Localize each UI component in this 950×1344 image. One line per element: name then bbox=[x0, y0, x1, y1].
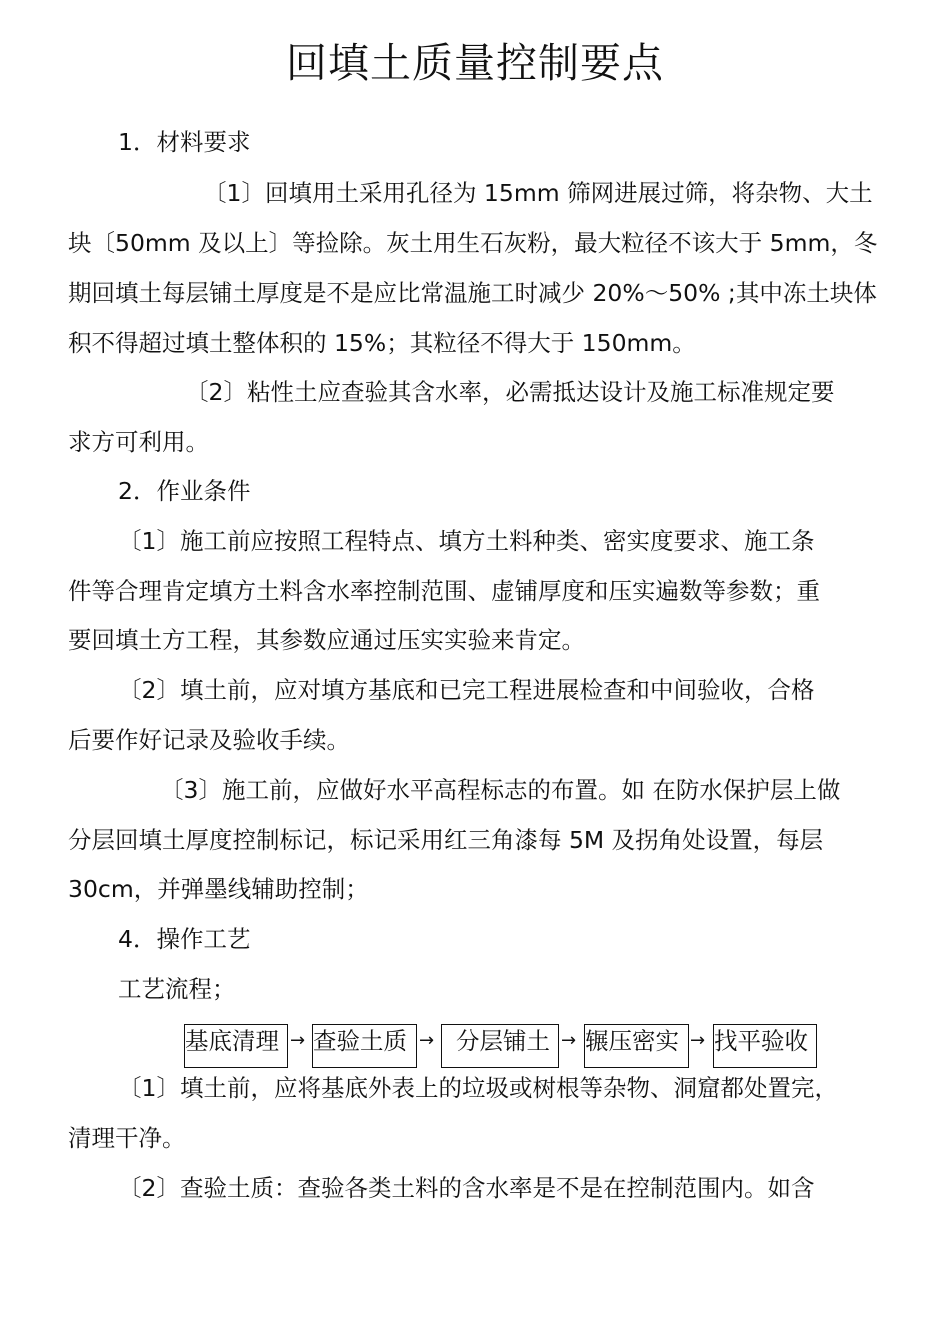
paragraph-line: 求方可利用。 bbox=[68, 428, 209, 456]
page-title: 回填土质量控制要点 bbox=[286, 39, 664, 87]
flow-step-5: 找平验收 bbox=[713, 1024, 817, 1068]
section-heading-process: 4．操作工艺 bbox=[118, 925, 251, 953]
paragraph-line: 后要作好记录及验收手续。 bbox=[68, 726, 350, 754]
paragraph-line: 清理干净。 bbox=[68, 1124, 186, 1152]
flow-arrow-icon: → bbox=[561, 1030, 577, 1051]
flow-arrow-icon: → bbox=[290, 1030, 306, 1051]
flow-step-4: 辗压密实 bbox=[584, 1024, 689, 1068]
paragraph-line: 〔3〕施工前，应做好水平高程标志的布置。如 在防水保护层上做 bbox=[160, 776, 841, 804]
flow-caption: 工艺流程； bbox=[118, 975, 236, 1003]
paragraph-line: 〔2〕填土前，应对填方基底和已完工程进展检查和中间验收，合格 bbox=[118, 676, 815, 704]
flow-arrow-icon: → bbox=[419, 1030, 435, 1051]
paragraph-line: 块〔50mm 及以上〕等捡除。灰土用生石灰粉，最大粒径不该大于 5mm，冬 bbox=[68, 229, 878, 257]
paragraph-line: 积不得超过填土整体积的 15%；其粒径不得大于 150mm。 bbox=[68, 329, 696, 357]
paragraph-line: 分层回填土厚度控制标记，标记采用红三角漆每 5M 及拐角处设置，每层 bbox=[68, 826, 824, 854]
paragraph-line: 〔1〕填土前，应将基底外表上的垃圾或树根等杂物、洞窟都处置完， bbox=[118, 1074, 838, 1102]
paragraph-line: 〔2〕查验土质：查验各类土料的含水率是不是在控制范围内。如含 bbox=[118, 1174, 815, 1202]
paragraph-line: 〔2〕粘性土应查验其含水率，必需抵达设计及施工标准规定要 bbox=[185, 378, 835, 406]
flow-step-1: 基底清理 bbox=[184, 1024, 288, 1068]
paragraph-line: 要回填土方工程，其参数应通过压实实验来肯定。 bbox=[68, 626, 585, 654]
section-heading-materials: 1．材料要求 bbox=[118, 128, 251, 156]
flow-step-2: 查验土质 bbox=[312, 1024, 417, 1068]
paragraph-line: 期回填土每层铺土厚度是不是应比常温施工时减少 20%～50% ;其中冻土块体 bbox=[68, 279, 877, 307]
paragraph-line: 30cm，并弹墨线辅助控制； bbox=[68, 875, 369, 903]
section-heading-conditions: 2．作业条件 bbox=[118, 477, 251, 505]
flow-arrow-icon: → bbox=[690, 1030, 706, 1051]
paragraph-line: 〔1〕施工前应按照工程特点、填方土料种类、密实度要求、施工条 bbox=[118, 527, 815, 555]
paragraph-line: 件等合理肯定填方土料含水率控制范围、虚铺厚度和压实遍数等参数；重 bbox=[68, 577, 820, 605]
paragraph-line: 〔1〕回填用土采用孔径为 15mm 筛网进展过筛，将杂物、大土 bbox=[203, 179, 873, 207]
flow-step-3: 分层铺土 bbox=[441, 1024, 559, 1068]
